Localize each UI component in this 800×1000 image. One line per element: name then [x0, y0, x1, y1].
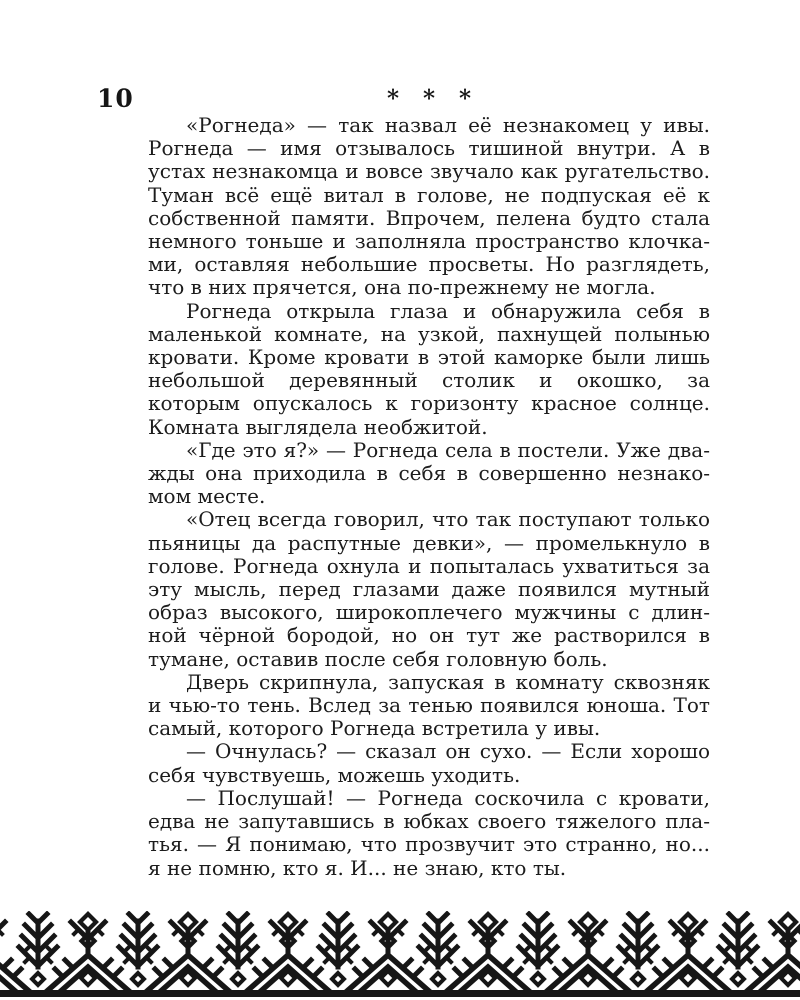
paragraph: «Рогнеда» — так назвал её незнакомец у ивы. Рогнеда — имя отзывалось тишиной внутри. А в устах незнакомца и вовсе звучало как ругательство. Туман всё ещё витал в голове, не подпуская её к собственной памяти. Впрочем, пелена будто стала немного тоньше и заполняла пространство клочками, оставляя небольшие просветы. Но разглядеть, что в них прячется, она по-прежнему не могла. — [148, 113, 710, 300]
paragraph: Рогнеда открыла глаза и обнаружила себя в маленькой комнате, на узкой, пахнущей полынью кровати. Кроме кровати в этой каморке были лишь небольшой деревянный столик и окошко, за которым опускалось к горизонту красное солнце. Комната выглядела необжитой. — [148, 298, 710, 439]
page-number: 10 — [97, 84, 134, 113]
paragraph: «Где это я?» — Рогнеда села в постели. Уже дважды она приходила в себя в совершенно незнакомом месте. — [148, 437, 710, 509]
paragraph: — Послушай! — Рогнеда соскочила с кровати, едва не запутавшись в юбках своего тяжелого платья. — Я понимаю, что прозвучит это странно, но... я не помню, кто я. И... не знаю, кто ты. — [148, 785, 710, 880]
paragraph: — Очнулась? — сказал он сухо. — Если хорошо себя чувствуешь, можешь уходить. — [148, 739, 710, 787]
section-divider: * * * — [386, 85, 472, 112]
paragraph: Дверь скрипнула, запуская в комнату сквозняк и чью-то тень. Вслед за тенью появился юноша. Тот самый, которого Рогнеда встретила у ивы. — [148, 669, 710, 741]
body-text — [148, 114, 710, 880]
slavic-ornament-border-icon — [0, 911, 800, 997]
paragraph: «Отец всегда говорил, что так поступают только пьяницы да распутные девки», — промелькнуло в голове. Рогнеда охнула и попыталась ухватиться за эту мысль, перед глазами даже появился мутный образ высокого, широкоплечего мужчины с длинной чёрной бородой, но он тут же растворился в тумане, оставив после себя головную боль. — [148, 507, 710, 671]
ornament-footer — [0, 911, 800, 997]
